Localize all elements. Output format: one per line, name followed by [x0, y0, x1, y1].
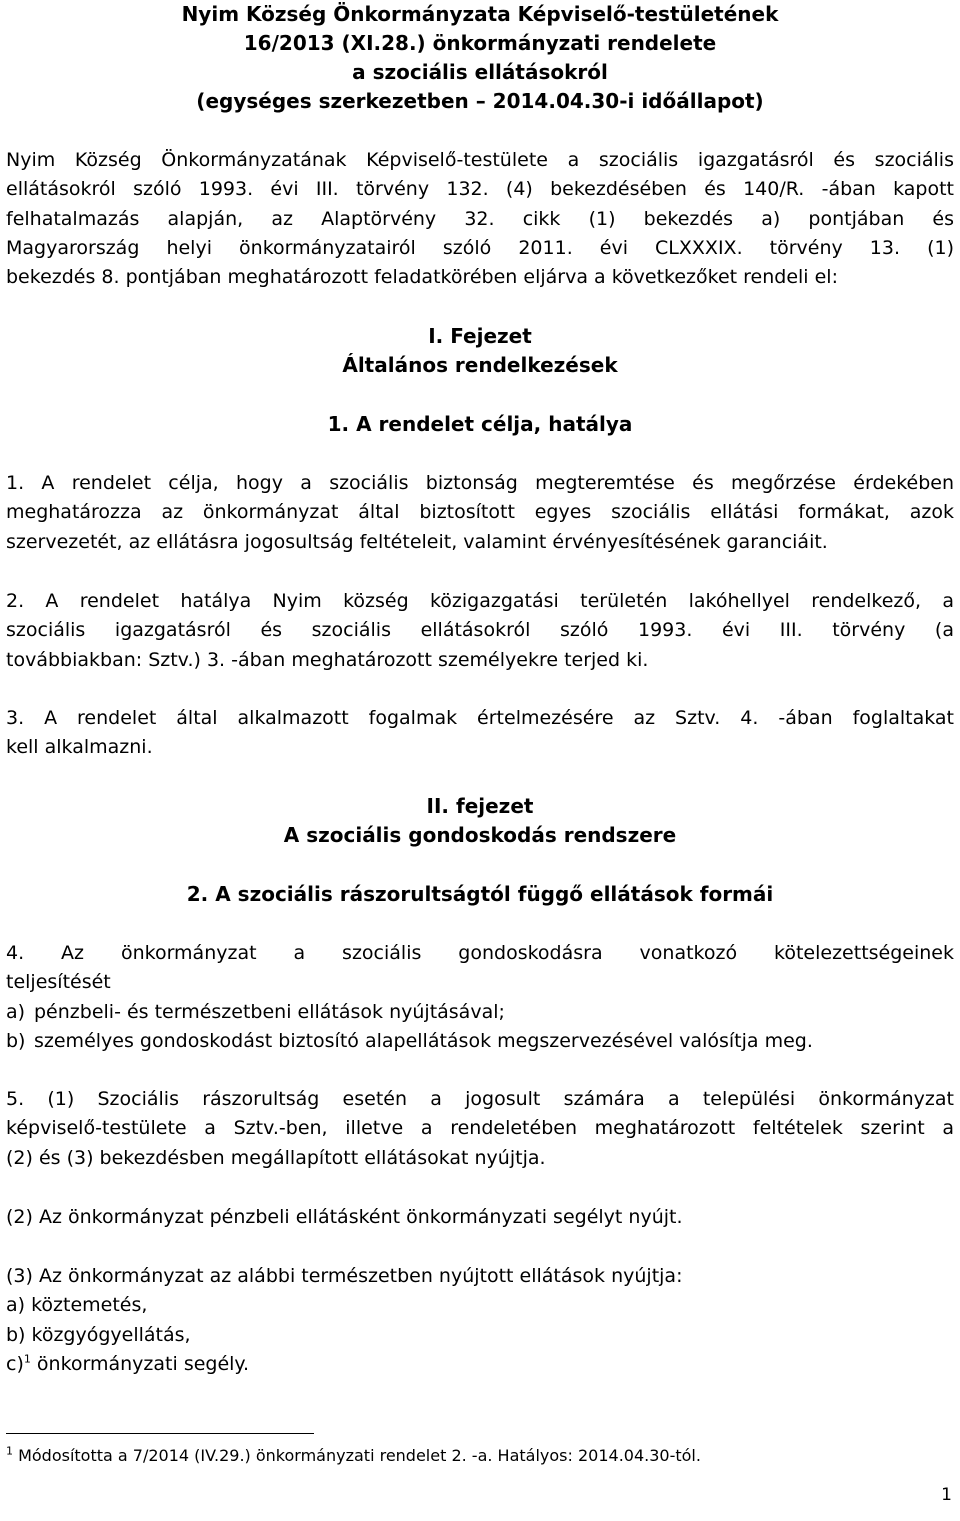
list-item: b) közgyógyellátás, — [6, 1323, 191, 1346]
paragraph-5-2 — [6, 1203, 954, 1232]
list-item — [6, 998, 954, 1027]
paragraph-line: kell alkalmazni. — [6, 736, 153, 759]
footnote-divider — [6, 1433, 314, 1434]
paragraph-line: (3) Az önkormányzat az alábbi természetben nyújtott ellátások nyújtja: — [6, 1265, 683, 1287]
paragraph-line: teljesítését — [6, 971, 111, 994]
paragraph-line: (2) és (3) bekezdésben megállapított ellátásokat nyújtja. — [6, 1146, 546, 1169]
preamble — [6, 146, 954, 292]
footnote — [6, 1444, 701, 1468]
list-item-text: személyes gondoskodást biztosító alapellátások megszervezésével valósítja meg. — [34, 1029, 813, 1052]
chapter-1-number: I. Fejezet — [428, 324, 532, 348]
paragraph-line: 2. A rendelet hatálya Nyim község közigazgatási területén lakóhellyel rendelkező, a — [6, 590, 954, 612]
preamble-line: bekezdés 8. pontjában meghatározott feladatkörében eljárva a következőket rendeli el: — [6, 266, 838, 289]
list-item: a) köztemetés, — [6, 1294, 148, 1317]
footnote-mark: 1 — [6, 1444, 13, 1458]
doc-title-line-4: (egységes szerkezetben – 2014.04.30-i időállapot) — [196, 89, 764, 113]
chapter-2-number: II. fejezet — [426, 794, 534, 818]
paragraph-3 — [6, 704, 954, 763]
paragraph-line: 1. A rendelet célja, hogy a szociális biztonság megteremtése és megőrzése érdekében — [6, 472, 954, 494]
paragraph-line: (2) Az önkormányzat pénzbeli ellátásként önkormányzati segélyt nyújt. — [6, 1206, 683, 1228]
section-1-heading: 1. A rendelet célja, hatálya — [327, 412, 633, 436]
paragraph-line: továbbiakban: Sztv.) 3. -ában meghatározott személyekre terjed ki. — [6, 648, 649, 671]
paragraph-5 — [6, 1085, 954, 1173]
paragraph-line: meghatározza az önkormányzat által biztosított egyes szociális ellátási formákat, azok — [6, 501, 954, 524]
list-item — [6, 1027, 954, 1056]
footnote-reference[interactable]: 1 — [23, 1352, 31, 1366]
preamble-line: felhatalmazás alapján, az Alaptörvény 32. cikk (1) bekezdés a) pontjában és — [6, 207, 954, 230]
paragraph-2 — [6, 587, 954, 675]
chapter-1-title: Általános rendelkezések — [342, 353, 618, 377]
preamble-line: Nyim Község Önkormányzatának Képviselő-testülete a szociális igazgatásról és szociális — [6, 149, 954, 171]
list-marker: a) — [6, 1000, 26, 1023]
paragraph-line: 4. Az önkormányzat a szociális gondoskodásra vonatkozó kötelezettségeinek — [6, 942, 954, 964]
paragraph-1 — [6, 469, 954, 557]
paragraph-4 — [6, 939, 954, 1056]
doc-title-line-2: 16/2013 (XI.28.) önkormányzati rendelete — [243, 31, 717, 55]
preamble-line: ellátásokról szóló 1993. évi III. törvény 132. (4) bekezdésében és 140/R. -ában kapott — [6, 178, 954, 201]
paragraph-line: szociális igazgatásról és szociális ellátásokról szóló 1993. évi III. törvény (a — [6, 619, 954, 642]
paragraph-line: 5. (1) Szociális rászorultság esetén a jogosult számára a települési önkormányzat — [6, 1088, 954, 1110]
paragraph-line: képviselő-testülete a Sztv.-ben, illetve a rendeletében meghatározott feltételek szerint a — [6, 1117, 954, 1140]
page-number: 1 — [941, 1485, 952, 1505]
list-item-text: pénzbeli- és természetbeni ellátások nyújtásával; — [34, 1000, 505, 1023]
list-marker: b) — [6, 1029, 26, 1052]
list-marker: c) — [6, 1352, 24, 1375]
paragraph-5-3 — [6, 1262, 954, 1379]
list-item — [6, 1350, 954, 1379]
section-2-heading: 2. A szociális rászorultságtól függő ellátások formái — [186, 882, 774, 906]
paragraph-line: szervezetét, az ellátásra jogosultság feltételeit, valamint érvényesítésének garanciáit. — [6, 530, 828, 553]
doc-title-line-1: Nyim Község Önkormányzata Képviselő-testületének — [181, 2, 779, 26]
footnote-text: Módosította a 7/2014 (IV.29.) önkormányzati rendelet 2. -a. Hatályos: 2014.04.30-tól. — [13, 1446, 701, 1465]
doc-title-line-3: a szociális ellátásokról — [352, 60, 608, 84]
list-item-text: önkormányzati segély. — [30, 1352, 250, 1375]
chapter-2-title: A szociális gondoskodás rendszere — [283, 823, 677, 847]
paragraph-line: 3. A rendelet által alkalmazott fogalmak értelmezésére az Sztv. 4. -ában foglaltakat — [6, 707, 954, 729]
preamble-line: Magyarország helyi önkormányzatairól szóló 2011. évi CLXXXIX. törvény 13. (1) — [6, 236, 954, 259]
